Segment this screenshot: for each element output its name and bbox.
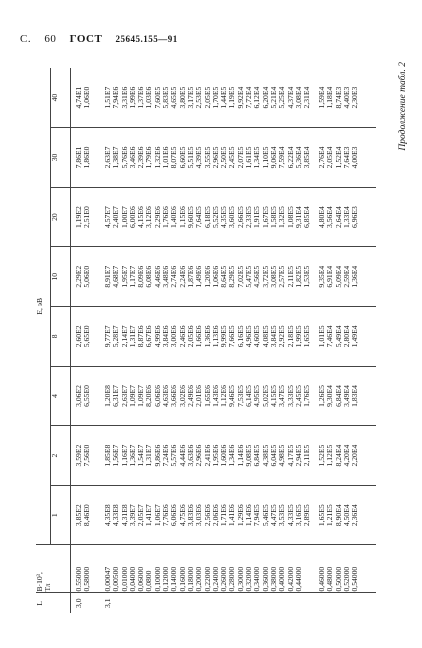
table-cell: 4,74E1 1,06E0 [70,68,100,128]
table-cell: 1,65E5 1,21E5 8,90E4 4,50E4 2,36E4 [314,485,376,545]
table-cell: 1,20E8 6,31E7 2,63E7 1,09E7 1,09E7 8,20E6 6,06E6 4,63E6 3,66E6 3,02E6 2,49E6 2,01E6 1,65E6 1,43E6 1,12E6 9,46E5 7,53E5 6,14E5 4,95E5 5,02E5 4,15E5 3,47E5 3,33E5 2,45E5 1,76E5 [100,366,314,426]
header-L: L [36,593,70,613]
table-cell: 2,60E2 5,65E0 [70,307,100,367]
table-cell: 1,19E2 2,51E0 [70,187,100,247]
table-cell: 7,86E1 1,86E0 [70,128,100,188]
cell-L: 3,1 [103,598,112,608]
page-number: 60 [44,33,57,45]
header-energy: E, эВ [36,68,50,545]
cell-B: 0,46000 0,48000 0,50000 0,52000 0,54000 [314,545,376,593]
table-cell: 1,85E8 1,56E7 1,16E7 1,36E7 1,54E7 1,31E7 9,86E6 7,24E6 5,57E6 4,44E6 3,63E6 2,96E6 2,41E6 1,95E6 1,60E6 1,34E6 1,14E6 9,08E5 6,84E5 4,38E5 6,04E5 4,98E5 4,17E5 2,94E5 2,11E5 [100,426,314,486]
cell-B: 0.55000 0,58000 [70,545,100,593]
table-cell: 2,76E4 2,05E4 1,52E4 7,64E3 4,00E3 [314,128,376,188]
table-cell: 1,52E5 1,12E5 8,24E4 4,20E4 2,20E4 [314,426,376,486]
table-cell: 1,51E7 7,94E6 3,31E6 1,99E6 1,37E6 1,03E6 7,60E5 5,83E5 4,65E5 3,80E5 3,17E5 2,53E5 2,05E5 1,70E5 1,44E5 1,19E5 9,92E4 7,72E4 6,12E4 6,20E4 5,21E4 5,25E4 4,37E4 3,08E4 2,31E4 [100,68,314,128]
header-B: B·10³, Тл [36,545,70,593]
table-cell: 1,01E5 7,46E4 5,49E4 2,80E4 1,49E4 [314,307,376,367]
rotated-table-container [36,68,376,613]
header-energy-value: 4 [50,366,70,426]
cell-L [314,593,376,613]
table-row [314,68,376,613]
standard-name: ГОСТ [69,33,103,45]
header-energy-value: 8 [50,307,70,367]
table-cell: 4,35E8 4,33E8 4,31E8 3,39E7 2,05E7 1,41E7 1,06E7 7,76E6 6,06E6 4,75E6 3,83E6 3,03E6 2,56E6 2,06E6 1,71E6 1,41E6 1,29E6 1,14E6 7,94E5 5,46E5 4,47E5 3,53E5 4,33E5 3,16E5 2,89E5 [100,485,314,545]
table-cell: 1,59E4 1,18E4 8,74E3 4,40E3 2,30E3 [314,68,376,128]
table-cell: 9,35E4 6,91E4 5,09E4 2,59E4 1,36E4 [314,247,376,307]
table-cell: 9,77E7 5,28E7 2,14E7 1,31E7 8,87E6 6,67E6 4,99E6 3,84E6 3,00E6 2,46E6 2,05E6 1,66E6 1,36E6 1,13E6 9,99E5 7,66E5 6,16E5 4,96E5 4,60E5 4,08E5 3,84E5 2,92E5 2,18E5 1,99E5 1,65E5 [100,307,314,367]
table-cell: 3,59E2 7,56E0 [70,426,100,486]
table-row [100,68,314,613]
header-energy-value: 1 [50,485,70,545]
page-prefix: С. [20,33,32,45]
standard-number: 25645.155—91 [115,34,178,44]
table-cell: 4,57E7 2,40E7 1,00E7 6,00E6 4,15E6 3,12E6 2,29E6 1,76E6 1,40E6 1,15E6 9,60E5 7,64E5 6,18E5 5,52E5 4,35E5 3,60E5 2,66E5 2,33E5 1,91E5 1,67E5 1,58E5 1,32E5 1,08E5 9,31E4 6,85E4 [100,187,314,247]
table-header-row-2 [50,68,70,613]
table-cell: 8,91E7 4,68E7 1,95E7 1,17E7 8,09E6 6,08E6 4,46E6 3,48E6 2,74E6 2,24E6 1,87E6 1,49E6 1,20E6 1,06E6 8,64E5 8,29E5 7,02E5 5,47E5 4,56E5 3,72E5 3,08E5 2,57E5 2,11E5 1,82E5 1,53E5 [100,247,314,307]
table-cell: 2,63E7 1,38E7 5,76E6 3,46E6 2,39E6 1,79E6 1,32E6 1,01E6 8,07E5 6,60E5 5,51E5 4,39E5 3,55E5 2,96E5 2,50E5 2,45E5 2,07E5 1,61E5 1,34E5 1,10E5 9,06E4 7,59E4 6,22E4 5,36E4 3,85E4 [100,128,314,188]
table-row [70,68,100,613]
header-energy-value: 10 [50,247,70,307]
table-cell: 2,29E2 5,06E0 [70,247,100,307]
table-cell: 3,85E2 8,46E0 [70,485,100,545]
header-energy-value: 40 [50,68,70,128]
header-energy-value: 2 [50,426,70,486]
header-energy-value: 30 [50,128,70,188]
table-cell: 1,26E5 9,30E4 6,84E4 3,49E4 1,83E4 [314,366,376,426]
page-header [20,33,188,45]
table-caption: Продолжение табл. 2 [398,62,408,151]
data-table [36,68,376,613]
cell-L: 3,0 [73,598,83,608]
cell-B: 0,00047 0,00500 0,01000 0,04000 0,06000 0,0800 0,10000 0,12000 0,14000 0,16000 0,18000 0,20000 0,22000 0,24000 0,26000 0,28000 0,30000 0,32000 0,34000 0,36000 0,38000 0,40000 0,42000 0,44000 [100,545,314,593]
table-cell: 4,80E4 3,56E4 2,64E4 1,33E4 6,96E3 [314,187,376,247]
header-energy-value: 20 [50,187,70,247]
table-cell: 3,06E2 6,55E0 [70,366,100,426]
table-header-row-1 [36,68,50,613]
